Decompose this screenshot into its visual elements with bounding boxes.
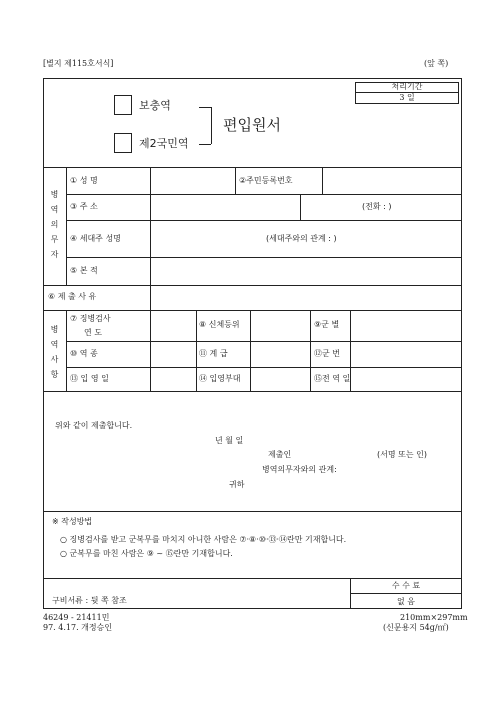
required-docs: 구비서류 : 뒷 쪽 참조 xyxy=(52,596,127,605)
discharge-date-label: ⑮전 역 일 xyxy=(314,374,351,383)
processing-label: 처리기간 xyxy=(391,82,423,91)
address-field[interactable] xyxy=(151,195,299,220)
exam-year-label-1: ⑦ 징병검사 xyxy=(70,314,111,323)
signature-label: (서명 또는 인) xyxy=(377,450,427,459)
footer-right-2: (신문용지 54g/㎡) xyxy=(383,623,449,632)
enlist-unit-label: ⑭ 입영부대 xyxy=(199,374,241,383)
option-1-label: 보충역 xyxy=(139,99,171,112)
name-field[interactable] xyxy=(151,168,234,194)
fee-value: 없 음 xyxy=(397,597,415,606)
householder-label: ④ 세대주 성명 xyxy=(70,234,121,243)
option-2-checkbox[interactable] xyxy=(114,133,132,153)
footer-right-1: 210mm×297mm xyxy=(400,613,468,622)
option-2-label: 제2국민역 xyxy=(139,137,189,150)
grade-label: ⑧ 신체등위 xyxy=(199,320,240,329)
side-label: (앞 쪽) xyxy=(424,59,449,68)
relation-to-duty-label: 병역의무자와의 관계: xyxy=(262,465,337,474)
rrn-field[interactable] xyxy=(323,168,461,194)
domicile-field[interactable] xyxy=(151,258,461,285)
rrn-label: ②주민등록번호 xyxy=(239,176,293,185)
branch-label: ⑨군 별 xyxy=(314,320,340,329)
processing-value: 3 일 xyxy=(399,93,415,102)
fee-label: 수 수 료 xyxy=(391,581,421,590)
footer-left-2: 97. 4.17. 개정승인 xyxy=(43,623,113,632)
name-label: ① 성 명 xyxy=(70,176,98,185)
instructions-line-1: ○ 징병검사를 받고 군복무를 마치지 아니한 사람은 ⑦·⑧·⑩·⑬·⑭란만 기재합니다. xyxy=(60,535,347,544)
history-side-label: 병 역 사 항 xyxy=(50,325,59,379)
submitter-label: 제출인 xyxy=(268,450,292,459)
form-title: 편입원서 xyxy=(223,116,281,134)
declaration-statement: 위와 같이 제출합니다. xyxy=(55,421,133,430)
relation-label: (세대주와의 관계 : ) xyxy=(266,234,337,243)
rank-label: ⑪ 계 급 xyxy=(199,349,228,358)
phone-label: (전화 : ) xyxy=(362,202,392,211)
domicile-label: ⑤ 본 적 xyxy=(70,266,98,275)
instructions-line-2: ○ 군복무를 마친 사람은 ⑨ ~ ⑮란만 기재합니다. xyxy=(60,549,233,558)
exam-year-label-2: 연 도 xyxy=(84,328,102,337)
reason-field[interactable] xyxy=(151,286,461,310)
instructions-heading: ※ 작성방법 xyxy=(52,517,93,526)
address-label: ③ 주 소 xyxy=(70,202,98,211)
declaration-date: 년 월 일 xyxy=(215,436,244,445)
enlist-date-label: ⑬ 입 영 일 xyxy=(70,374,109,383)
addressee-label: 귀하 xyxy=(229,480,245,489)
duty-side-label: 병 역 의 무 자 xyxy=(50,190,59,259)
form-number: [별지 제115호서식] xyxy=(43,59,114,68)
form-frame xyxy=(43,78,462,609)
type-label: ⑩ 역 종 xyxy=(70,349,98,358)
footer-left-1: 46249 - 21411민 xyxy=(43,613,110,622)
reason-label: ⑥ 제 출 사 유 xyxy=(48,292,97,301)
service-no-label: ⑫군 번 xyxy=(314,349,340,358)
option-1-checkbox[interactable] xyxy=(114,95,132,115)
